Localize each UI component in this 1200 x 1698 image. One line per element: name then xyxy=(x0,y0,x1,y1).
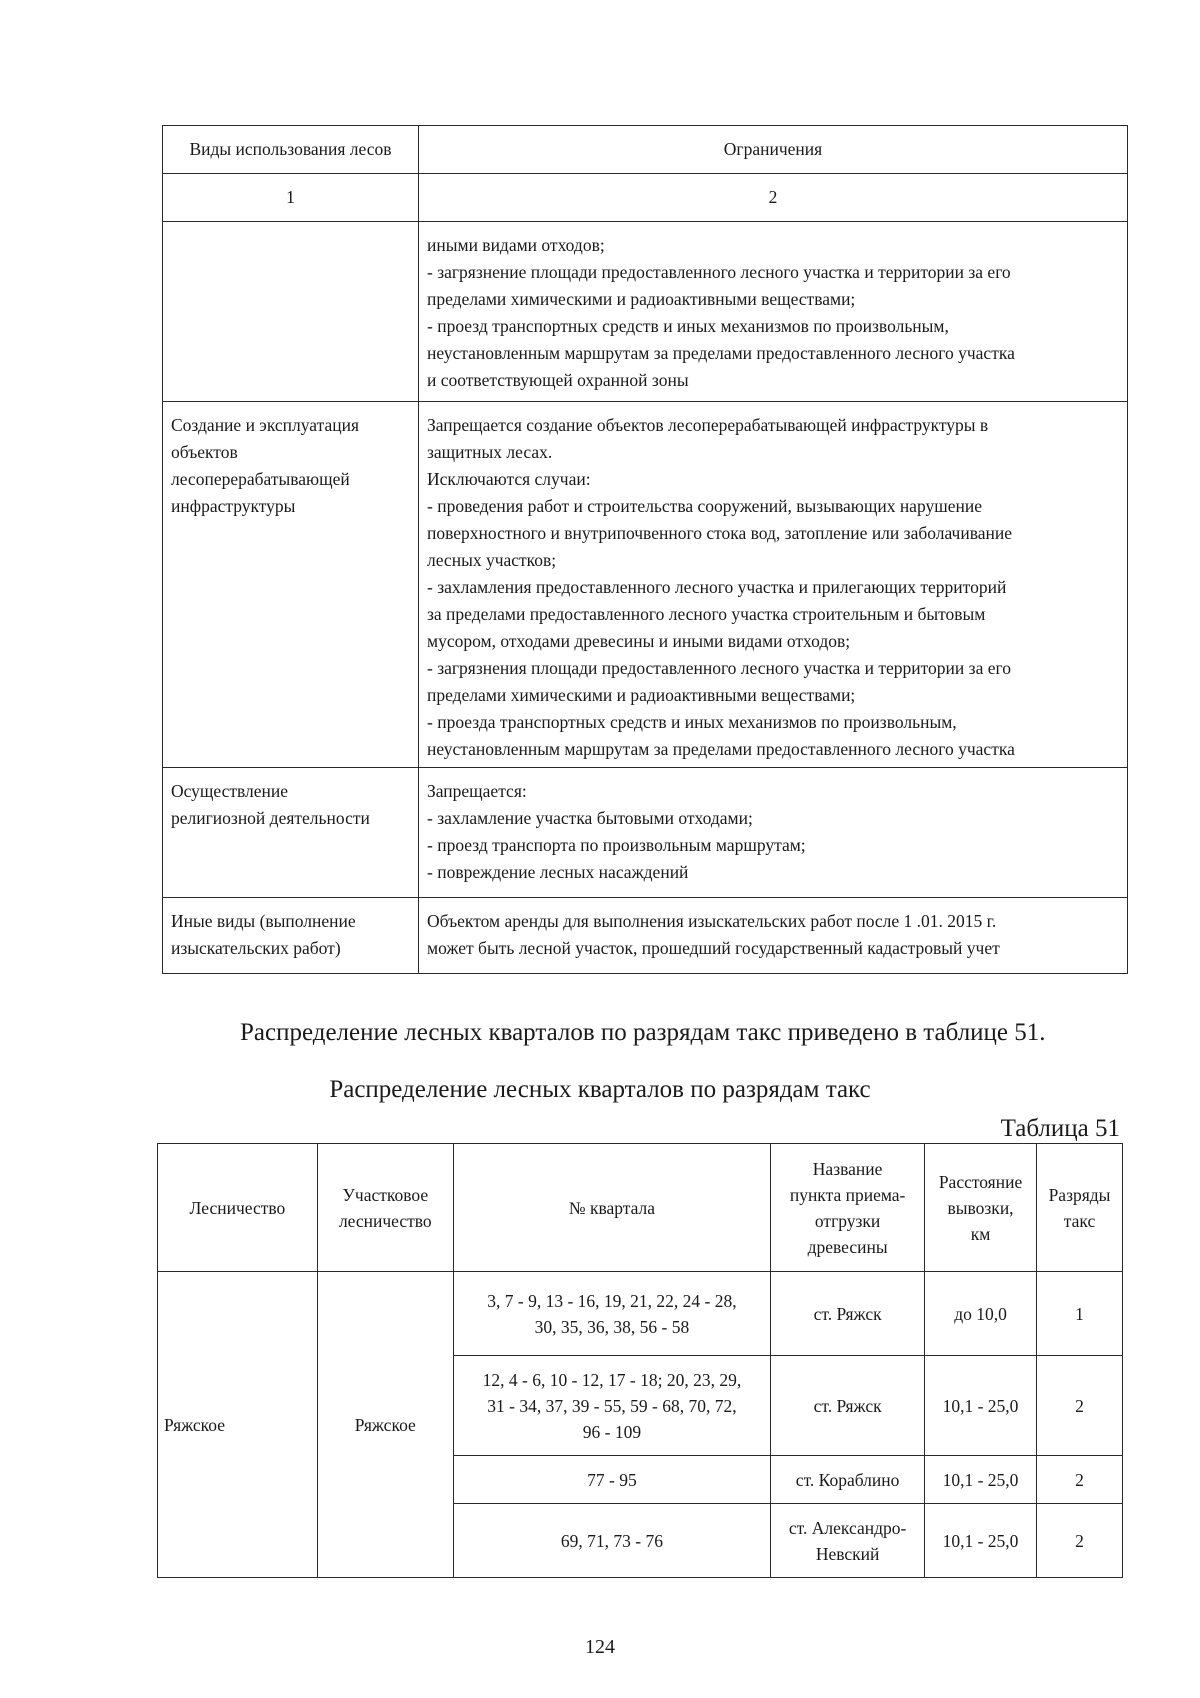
text-line: 12, 4 - 6, 10 - 12, 17 - 18; 20, 23, 29, xyxy=(482,1369,742,1390)
station-cell xyxy=(771,1456,925,1504)
text-line: 69, 71, 73 - 76 xyxy=(560,1530,663,1551)
restrictions-table xyxy=(162,125,1128,974)
text-line: лесных участков; xyxy=(427,550,557,570)
text-line: поверхностного и внутрипочвенного стока вод, затопление или заболачивание xyxy=(427,523,1013,543)
text-line: Разряды xyxy=(1048,1184,1111,1205)
text-line: - проезда транспортных средств и иных механизмов по произвольным, xyxy=(427,712,957,732)
text-line: - проезд транспорта по произвольным маршрутам; xyxy=(427,835,806,855)
text-line: пределами химическими и радиоактивными веществами; xyxy=(427,289,856,309)
quarters-cell xyxy=(453,1456,770,1504)
header-tax-rank xyxy=(1037,1144,1123,1272)
rank-cell: 2 xyxy=(1037,1356,1123,1456)
forest-use-cell xyxy=(163,222,419,402)
text-line: - загрязнения площади предоставленного лесного участка и территории за его xyxy=(427,658,1011,678)
text-line: Иные виды (выполнение xyxy=(171,911,356,931)
text-line: и соответствующей охранной зоны xyxy=(427,370,689,390)
station-cell xyxy=(771,1272,925,1356)
station-cell xyxy=(771,1356,925,1456)
text-line: неустановленным маршрутам за пределами предоставленного лесного участка xyxy=(427,343,1015,363)
text-line: Создание и эксплуатация xyxy=(171,415,359,435)
header-loading-point xyxy=(771,1144,925,1272)
text-line: защитных лесах. xyxy=(427,442,553,462)
header-forestry xyxy=(158,1144,318,1272)
text-line: Осуществление xyxy=(171,781,289,801)
forest-use-cell xyxy=(163,402,419,768)
text-line: ст. Александро- xyxy=(788,1517,907,1538)
text-line: объектов xyxy=(171,442,238,462)
text-line: инфраструктуры xyxy=(171,496,296,516)
text-line: 30, 35, 36, 38, 56 - 58 xyxy=(534,1316,690,1337)
text-line: Исключаются случаи: xyxy=(427,469,591,489)
distance-cell: 10,1 - 25,0 xyxy=(925,1456,1037,1504)
text-line: Запрещается: xyxy=(427,781,527,801)
column-number-1: 1 xyxy=(163,174,419,222)
rank-cell: 1 xyxy=(1037,1272,1123,1356)
text-line: пункта приема- xyxy=(789,1184,906,1205)
quarters-cell xyxy=(453,1356,770,1456)
text-line: - захламление участка бытовыми отходами; xyxy=(427,808,753,828)
restrictions-cell xyxy=(419,768,1128,898)
text-line: 31 - 34, 37, 39 - 55, 59 - 68, 70, 72, xyxy=(487,1395,737,1416)
text-line: - проезд транспортных средств и иных механизмов по произвольным, xyxy=(427,316,949,336)
text-line: такс xyxy=(1063,1210,1096,1231)
header-quarter-number xyxy=(453,1144,770,1272)
text-line: иными видами отходов; xyxy=(427,235,605,255)
quarters-cell xyxy=(453,1504,770,1578)
text-line: религиозной деятельности xyxy=(171,808,370,828)
text-line: ст. Ряжск xyxy=(813,1303,882,1324)
restrictions-cell xyxy=(419,402,1128,768)
restrictions-cell xyxy=(419,222,1128,402)
text-line: древесины xyxy=(807,1236,888,1257)
table-number: Таблица 51 xyxy=(1000,1115,1120,1142)
text-line: Запрещается создание объектов лесоперерабатывающей инфраструктуры в xyxy=(427,415,989,435)
quarters-cell xyxy=(453,1272,770,1356)
text-line: Невский xyxy=(815,1543,880,1564)
table-row xyxy=(163,768,1128,898)
forestry-cell: Ряжское xyxy=(158,1272,318,1578)
text-line: - повреждение лесных насаждений xyxy=(427,862,689,882)
text-line: Название xyxy=(812,1158,883,1179)
text-line: Расстояние xyxy=(938,1171,1023,1192)
text-line: за пределами предоставленного лесного участка строительным и бытовым xyxy=(427,604,986,624)
forest-use-cell xyxy=(163,898,419,974)
text-line: - загрязнение площади предоставленного лесного участка и территории за его xyxy=(427,262,1011,282)
text-line: км xyxy=(970,1223,991,1244)
text-line: № квартала xyxy=(568,1197,656,1218)
distance-cell: 10,1 - 25,0 xyxy=(925,1356,1037,1456)
forest-use-cell xyxy=(163,768,419,898)
district-forestry-cell: Ряжское xyxy=(317,1272,453,1578)
text-line: ст. Кораблино xyxy=(795,1469,900,1490)
text-line: изыскательских работ) xyxy=(171,938,341,958)
text-line: Объектом аренды для выполнения изыскательских работ после 1 .01. 2015 г. xyxy=(427,911,997,931)
rank-cell: 2 xyxy=(1037,1456,1123,1504)
text-line: может быть лесной участок, прошедший государственный кадастровый учет xyxy=(427,938,1000,958)
table-row xyxy=(158,1272,1123,1356)
text-line: ст. Ряжск xyxy=(813,1395,882,1416)
text-line: лесничество xyxy=(338,1210,432,1231)
table-title: Распределение лесных кварталов по разрядам такс xyxy=(329,1076,871,1103)
text-line: - захламления предоставленного лесного участка и прилегающих территорий xyxy=(427,577,1007,597)
body-sentence: Распределение лесных кварталов по разрядам такс приведено в таблице 51. xyxy=(240,1019,1046,1046)
station-cell xyxy=(771,1504,925,1578)
header-forest-use: Виды использования лесов xyxy=(163,126,419,174)
text-line: лесоперерабатывающей xyxy=(171,469,350,489)
column-number-2: 2 xyxy=(419,174,1128,222)
page-number: 124 xyxy=(585,1636,615,1658)
text-line: мусором, отходами древесины и иными видами отходов; xyxy=(427,631,851,651)
text-line: отгрузки xyxy=(814,1210,881,1231)
text-line: Лесничество xyxy=(189,1197,286,1218)
distance-cell: до 10,0 xyxy=(925,1272,1037,1356)
distance-cell: 10,1 - 25,0 xyxy=(925,1504,1037,1578)
header-district-forestry xyxy=(317,1144,453,1272)
text-line: 96 - 109 xyxy=(582,1421,642,1442)
quarters-distribution-table xyxy=(157,1143,1123,1578)
rank-cell: 2 xyxy=(1037,1504,1123,1578)
header-distance xyxy=(925,1144,1037,1272)
text-line: неустановленным маршрутам за пределами предоставленного лесного участка xyxy=(427,739,1015,759)
table-row xyxy=(163,402,1128,768)
text-line: пределами химическими и радиоактивными веществами; xyxy=(427,685,856,705)
text-line: Участковое xyxy=(342,1184,429,1205)
text-line: 77 - 95 xyxy=(587,1469,637,1490)
table-row xyxy=(163,898,1128,974)
text-line: - проведения работ и строительства сооружений, вызывающих нарушение xyxy=(427,496,982,516)
restrictions-cell xyxy=(419,898,1128,974)
text-line: вывозки, xyxy=(947,1197,1014,1218)
header-restrictions: Ограничения xyxy=(419,126,1128,174)
table-row xyxy=(163,222,1128,402)
text-line: 3, 7 - 9, 13 - 16, 19, 21, 22, 24 - 28, xyxy=(487,1290,737,1311)
